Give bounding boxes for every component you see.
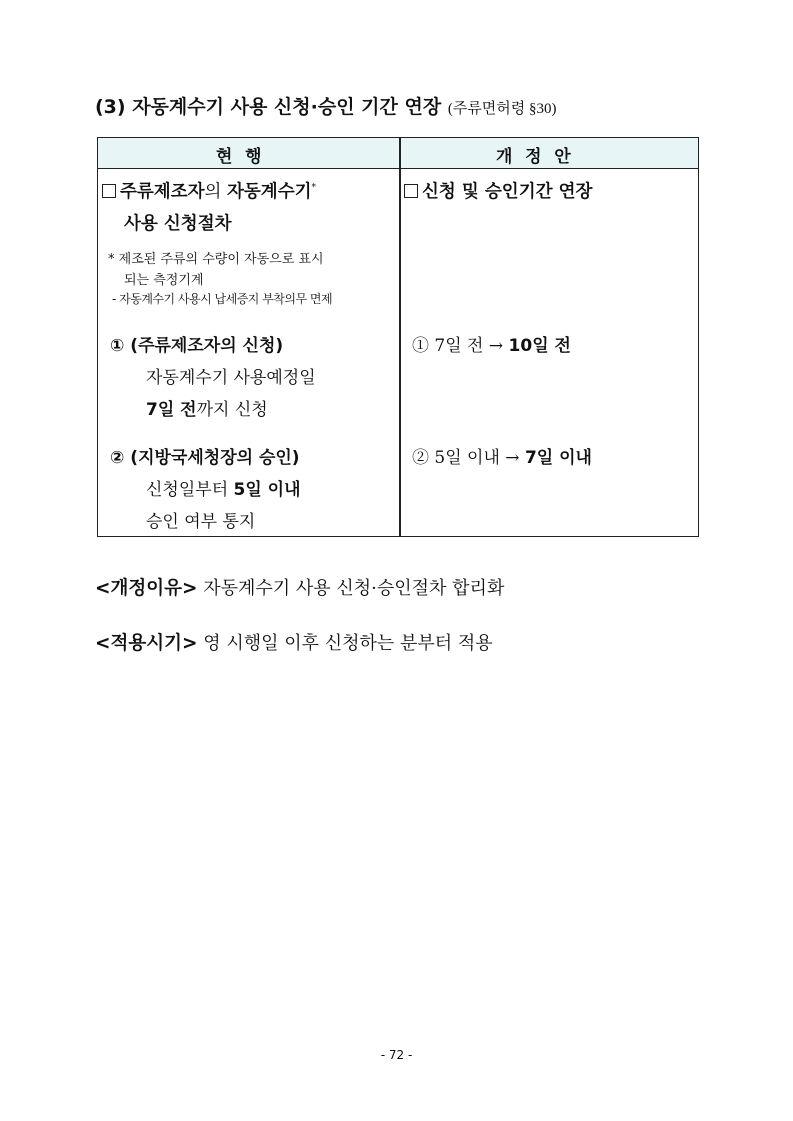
checkbox-square-icon xyxy=(404,184,418,198)
proposed-heading: 신청 및 승인기간 연장 xyxy=(404,178,592,203)
amendment-reason xyxy=(95,574,504,600)
current-item1-line2: 7일 전까지 신청 xyxy=(146,400,268,420)
section-title-reference: (주류면허령 §30) xyxy=(447,101,557,117)
comparison-table xyxy=(97,137,699,537)
table-column-divider xyxy=(399,138,401,536)
table-header-row xyxy=(98,138,698,169)
header-proposed: 개 정 안 xyxy=(496,147,575,167)
current-item2-line1: 신청일부터 5일 이내 xyxy=(146,480,301,500)
effective-date-text: 영 시행일 이후 신청하는 분부터 적용 xyxy=(203,633,493,654)
section-title xyxy=(95,92,557,119)
current-item2-line2: 승인 여부 통지 xyxy=(146,512,256,532)
proposed-item1: ① 7일 전 → 10일 전 xyxy=(412,336,571,356)
current-heading: 주류제조자의 자동계수기* xyxy=(102,178,316,203)
current-note-exemption: - 자동계수기 사용시 납세증지 부착의무 면제 xyxy=(112,292,333,306)
current-note-definition-line2: 되는 측정기계 xyxy=(124,273,204,288)
section-title-main: (3) 자동계수기 사용 신청·승인 기간 연장 xyxy=(95,96,442,118)
amendment-reason-label: <개정이유> xyxy=(95,578,198,599)
current-item1-line1: 자동계수기 사용예정일 xyxy=(146,368,316,388)
current-heading-line2: 사용 신청절차 xyxy=(124,214,232,234)
effective-date-label: <적용시기> xyxy=(95,633,198,654)
checkbox-square-icon xyxy=(102,184,116,198)
page-number: - 72 - xyxy=(380,1048,413,1062)
current-item2-title: ② (지방국세청장의 승인) xyxy=(110,448,300,468)
current-note-definition: * 제조된 주류의 수량이 자동으로 표시 xyxy=(108,252,324,267)
amendment-reason-text: 자동계수기 사용 신청·승인절차 합리화 xyxy=(203,578,505,599)
effective-date xyxy=(95,629,493,655)
header-current: 현 행 xyxy=(216,147,265,167)
current-item1-title: ① (주류제조자의 신청) xyxy=(110,336,284,356)
proposed-item2: ② 5일 이내 → 7일 이내 xyxy=(412,448,592,468)
